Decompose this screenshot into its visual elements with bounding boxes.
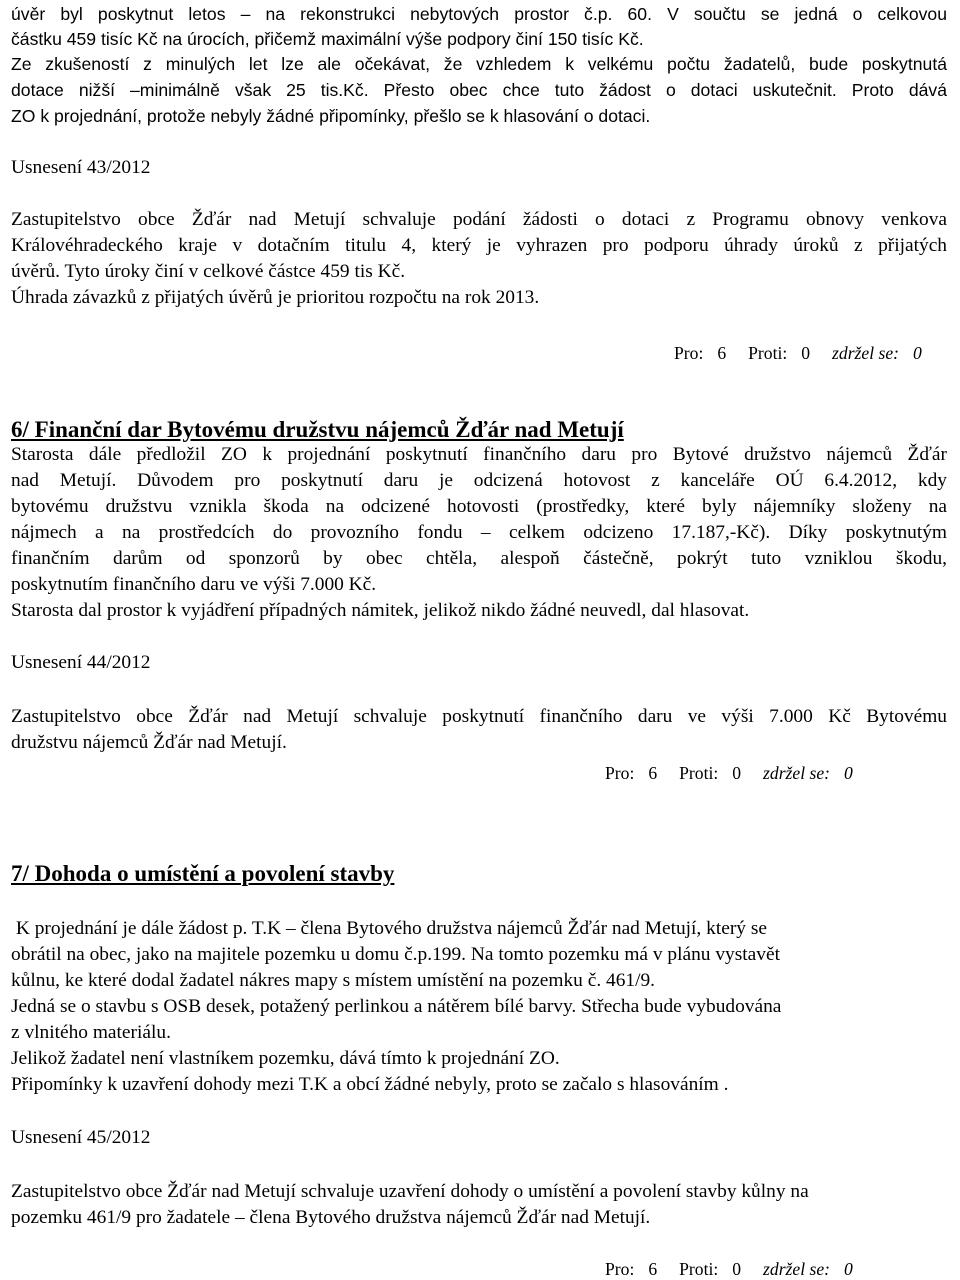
vote-proti-label: Proti:: [679, 763, 719, 783]
resolution-line: Královéhradeckého kraje v dotačním titulu 4, který je vyhrazen pro podporu úhrady úroků z přijatých: [11, 235, 947, 256]
section-line: obrátil na obec, jako na majitele pozemku u domu č.p.199. Na tomto pozemku má v plánu vystavět: [11, 944, 780, 965]
section-line: Připomínky k uzavření dohody mezi T.K a obcí žádné nebyly, proto se začalo s hlasováním .: [11, 1074, 729, 1095]
intro-line: částku 459 tisíc Kč na úrocích, přičemž maximální výše podpory činí 150 tisíc Kč.: [11, 29, 644, 49]
resolution-line: družstvu nájemců Žďár nad Metují.: [11, 732, 287, 753]
section-line: bytovému družstvu vznikla škoda na odcizené hotovosti (prostředky, které byly nájemníky složeny na: [11, 496, 947, 517]
section-line: z vlnitého materiálu.: [11, 1022, 171, 1043]
section-line: nad Metují. Důvodem pro poskytnutí daru je odcizená hotovost z kanceláře OÚ 6.4.2012, kdy: [11, 470, 947, 491]
vote-result: [605, 762, 853, 784]
section-line: Jedná se o stavbu s OSB desek, potažený perlinkou a nátěrem bílé barvy. Střecha bude vybudována: [11, 996, 782, 1017]
vote-pro-count: 6: [648, 1259, 658, 1279]
vote-zdrzel-count: 0: [844, 763, 853, 783]
vote-zdrzel-label: zdržel se:: [763, 1259, 830, 1279]
resolution-line: úvěrů. Tyto úroky činí v celkové částce 459 tis Kč.: [11, 261, 406, 282]
vote-proti-count: 0: [732, 1259, 742, 1279]
vote-pro-label: Pro:: [605, 763, 635, 783]
vote-zdrzel-count: 0: [913, 343, 922, 363]
intro-line: dotace nižší –minimálně však 25 tis.Kč. Přesto obec chce tuto žádost o dotaci uskutečnit. Proto dává: [11, 80, 947, 100]
resolution-title: Usnesení 43/2012: [11, 157, 151, 178]
intro-line: úvěr byl poskytnut letos – na rekonstrukci nebytových prostor č.p. 60. V součtu se jedná o celkovou: [11, 4, 947, 24]
vote-proti-count: 0: [801, 343, 811, 363]
vote-proti-label: Proti:: [748, 343, 788, 363]
section-line: finančním darům od sponzorů by obec chtěla, alespoň částečně, pokrýt tuto vzniklou škodu,: [11, 548, 947, 569]
vote-result: [605, 1258, 853, 1280]
intro-line: ZO k projednání, protože nebyly žádné připomínky, přešlo se k hlasování o dotaci.: [11, 106, 651, 126]
resolution-line: Úhrada závazků z přijatých úvěrů je prioritou rozpočtu na rok 2013.: [11, 287, 540, 308]
resolution-title: Usnesení 45/2012: [11, 1127, 151, 1148]
section-line: Jelikož žadatel není vlastníkem pozemku, dává tímto k projednání ZO.: [11, 1048, 560, 1069]
resolution-line: Zastupitelstvo obce Žďár nad Metují schvaluje poskytnutí finančního daru ve výši 7.000 Kč Bytovému: [11, 706, 947, 727]
section-line: kůlnu, ke které dodal žadatel nákres mapy s místem umístění na pozemku č. 461/9.: [11, 970, 656, 991]
vote-pro-label: Pro:: [674, 343, 704, 363]
section-heading: 6/ Finanční dar Bytovému družstvu nájemců Žďár nad Metují: [11, 417, 624, 442]
vote-pro-count: 6: [648, 763, 658, 783]
section-line: poskytnutím finančního daru ve výši 7.000 Kč.: [11, 574, 377, 595]
vote-proti-label: Proti:: [679, 1259, 719, 1279]
vote-proti-count: 0: [732, 763, 742, 783]
vote-zdrzel-count: 0: [844, 1259, 853, 1279]
vote-pro-label: Pro:: [605, 1259, 635, 1279]
vote-result: [674, 342, 922, 364]
resolution-line: Zastupitelstvo obce Žďár nad Metují schvaluje uzavření dohody o umístění a povolení stavby kůlny na: [11, 1181, 809, 1202]
section-line: nájmech a na prostředcích do provozního fondu – celkem odcizeno 17.187,-Kč). Díky poskytnutým: [11, 522, 947, 543]
vote-pro-count: 6: [717, 343, 727, 363]
vote-zdrzel-label: zdržel se:: [832, 343, 899, 363]
vote-zdrzel-label: zdržel se:: [763, 763, 830, 783]
intro-line: Ze zkušeností z minulých let lze ale očekávat, že vzhledem k velkému počtu žadatelů, bude poskytnutá: [11, 54, 947, 74]
section-line: Starosta dal prostor k vyjádření případných námitek, jelikož nikdo žádné neuvedl, dal hlasovat.: [11, 600, 750, 621]
section-line: Starosta dále předložil ZO k projednání poskytnutí finančního daru pro Bytové družstvo nájemců Žďár: [11, 444, 947, 465]
resolution-line: pozemku 461/9 pro žadatele – člena Bytového družstva nájemců Žďár nad Metují.: [11, 1207, 651, 1228]
section-heading: 7/ Dohoda o umístění a povolení stavby: [11, 861, 395, 886]
resolution-title: Usnesení 44/2012: [11, 652, 151, 673]
section-line: K projednání je dále žádost p. T.K – člena Bytového družstva nájemců Žďár nad Metují, který se: [11, 918, 767, 939]
resolution-line: Zastupitelstvo obce Žďár nad Metují schvaluje podání žádosti o dotaci z Programu obnovy venkova: [11, 209, 947, 230]
